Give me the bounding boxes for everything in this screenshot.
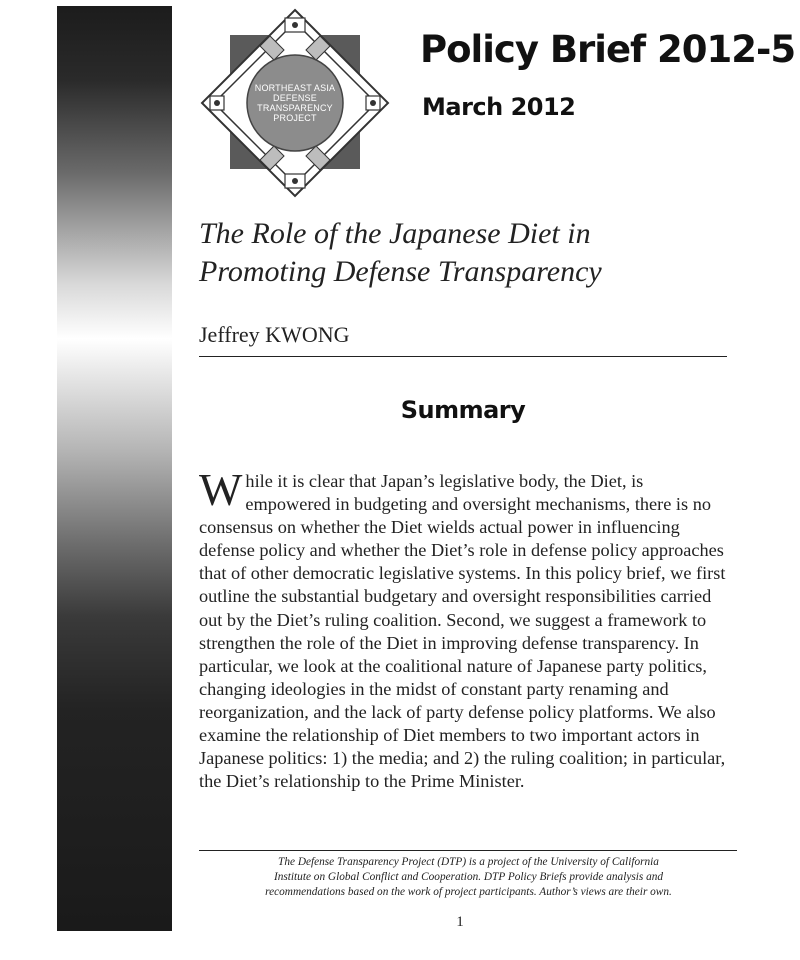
summary-heading: Summary [400, 396, 526, 424]
document-title-line-2: Promoting Defense Transparency [199, 255, 602, 288]
summary-text: hile it is clear that Japan’s legislative body, the Diet, is empowered in budgeting and oversight mechanisms, there is no consensus on whether the Diet wields actual power in influencing defense policy and whether the Diet’s role in defense policy approaches that of other democratic legislative systems. In this policy brief, we first outline the substantial budgetary and oversight responsibilities carried out by the Diet’s ruling coalition. Second, we suggest a framework to strengthen the role of the Diet in improving defense transparency. In particular, we look at the coalitional nature of Japanese party politics, changing ideologies in the midst of constant party renaming and reorganization, and the lack of party defense policy platforms. We also examine the relationship of Diet members to two important actors in Japanese politics: 1) the media; and 2) the ruling coalition; in particular, the Diet’s relationship to the Prime Minister. [199, 471, 726, 792]
footer-note [200, 855, 737, 900]
footer-note-line-2: Institute on Global Conflict and Cooperation. DTP Policy Briefs provide analysis and [273, 871, 664, 883]
footer-note-line-1: The Defense Transparency Project (DTP) is a project of the University of California [278, 856, 659, 868]
logo-line-4: PROJECT [273, 113, 317, 123]
policy-brief-title: Policy Brief 2012-5 [420, 28, 796, 71]
logo-line-1: NORTHEAST ASIA [254, 83, 336, 93]
policy-brief-date: March 2012 [422, 93, 576, 121]
project-logo [200, 8, 390, 198]
footer-divider [199, 850, 737, 851]
divider [199, 356, 727, 357]
page-number: 1 [456, 914, 464, 930]
decorative-side-band [57, 6, 172, 931]
drop-cap: W [199, 464, 243, 515]
logo-line-2: DEFENSE [273, 93, 317, 103]
logo-line-3: TRANSPARENCY [257, 103, 333, 113]
author-name: Jeffrey KWONG [199, 322, 350, 347]
document-title [199, 215, 759, 291]
document-title-line-1: The Role of the Japanese Diet in [199, 217, 591, 250]
footer-note-line-3: recommendations based on the work of project participants. Author’s views are their own. [265, 886, 672, 898]
summary-paragraph [199, 464, 733, 793]
logo-text [200, 8, 390, 198]
